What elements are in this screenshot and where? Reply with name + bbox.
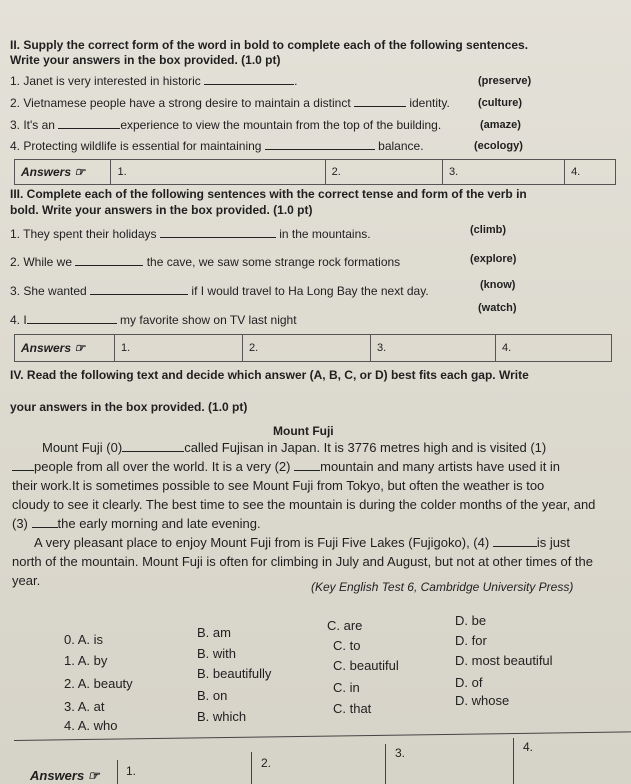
s3-q2: 2. While we the cave, we saw some strange rock formations bbox=[10, 255, 401, 269]
option-3-b: B. on bbox=[197, 688, 228, 703]
s2-q2-hint: (culture) bbox=[478, 97, 522, 109]
s2-q1-hint: (preserve) bbox=[478, 75, 532, 87]
s3-answer-box bbox=[14, 334, 612, 362]
option-0-a: 0. A. is bbox=[64, 632, 104, 647]
s4-cell-divider-2 bbox=[251, 752, 252, 784]
s3-q1-hint: (climb) bbox=[470, 224, 507, 236]
option-4-b: B. which bbox=[197, 709, 247, 724]
s4-answer-4[interactable]: 4. bbox=[523, 740, 534, 754]
s2-q4: 4. Protecting wildlife is essential for maintaining balance. bbox=[10, 139, 424, 153]
option-2-d: D. most beautiful bbox=[455, 653, 553, 668]
passage-title: Mount Fuji bbox=[273, 424, 334, 438]
option-4-a: 4. A. who bbox=[64, 718, 118, 733]
s4-answer-2[interactable]: 2. bbox=[261, 756, 272, 770]
s3-q1: 1. They spent their holidays in the mountains. bbox=[10, 227, 371, 241]
s2-answer-4[interactable]: 4. bbox=[571, 166, 581, 178]
option-4-c: C. that bbox=[333, 701, 372, 716]
option-1-c: C. to bbox=[333, 638, 361, 653]
s4-answer-3[interactable]: 3. bbox=[395, 746, 406, 760]
option-0-c: C. are bbox=[327, 618, 363, 633]
passage-source: (Key English Test 6, Cambridge University Press) bbox=[311, 580, 574, 594]
s2-answer-2[interactable]: 2. bbox=[326, 160, 443, 184]
passage-text: Mount Fuji (0) called Fujisan in Japan. It is 3776 metres high and is visited (1) people from all over the world. It is a very (2) mountain and many artists have used it in their work.It is sometimes possible to see Mount Fuji from Tokyo, but often the weather is too cloudy to see it clearly. The best time to see the mountain is during the colder months of the year, and (3) the early morning and late evening. A very pleasant place to enjoy Mount Fuji from is Fuji Five Lakes (Fujigoko), (4) is just north of the mountain. Mount Fuji is often for climbing in July and August, but not at other times of the year. bbox=[12, 440, 596, 588]
s2-answer-3[interactable]: 3. bbox=[443, 160, 565, 184]
s2-answer-1[interactable]: 1. bbox=[111, 160, 325, 184]
s3-q3-hint: (know) bbox=[480, 279, 516, 291]
option-1-a: 1. A. by bbox=[64, 653, 108, 668]
s3-answer-4[interactable]: 4. bbox=[502, 342, 512, 354]
s3-answers-label: Answers ☞ bbox=[15, 335, 115, 361]
section4-heading-line2: your answers in the box provided. (1.0 pt) bbox=[10, 400, 248, 414]
section2-heading-line1: II. Supply the correct form of the word in bold to complete each of the following sentences. bbox=[10, 38, 529, 52]
option-0-b: B. am bbox=[197, 625, 231, 640]
s2-q3-hint: (amaze) bbox=[480, 119, 521, 131]
option-4-d: D. whose bbox=[455, 693, 510, 708]
option-0-d: D. be bbox=[455, 613, 487, 628]
option-3-d: D. of bbox=[455, 675, 483, 690]
s4-answer-1[interactable]: 1. bbox=[126, 764, 137, 778]
s2-answer-box bbox=[14, 159, 616, 185]
option-3-a: 3. A. at bbox=[64, 699, 105, 714]
option-1-d: D. for bbox=[455, 633, 487, 648]
section3-heading-line2: bold. Write your answers in the box provided. (1.0 pt) bbox=[10, 203, 313, 217]
section2-heading-line2: Write your answers in the box provided. (1.0 pt) bbox=[10, 53, 281, 67]
section4-heading-line1: IV. Read the following text and decide which answer (A, B, C, or D) best fits each gap. Write bbox=[10, 368, 529, 382]
s4-answers-label: Answers ☞ bbox=[30, 768, 100, 783]
s2-q3: 3. It's an experience to view the mountain from the top of the building. bbox=[10, 118, 442, 132]
s3-q2-hint: (explore) bbox=[470, 253, 517, 265]
s3-q3: 3. She wanted if I would travel to Ha Long Bay the next day. bbox=[10, 284, 429, 298]
option-3-c: C. in bbox=[333, 680, 360, 695]
option-2-b: B. beautifully bbox=[197, 666, 272, 681]
option-2-a: 2. A. beauty bbox=[64, 676, 133, 691]
s3-q4-hint: (watch) bbox=[478, 302, 517, 314]
s4-cell-divider-4 bbox=[513, 738, 514, 784]
s2-q1: 1. Janet is very interested in historic . bbox=[10, 74, 298, 88]
s2-answers-label: Answers ☞ bbox=[15, 160, 111, 184]
s4-cell-divider-3 bbox=[385, 744, 386, 784]
s3-answer-3[interactable]: 3. bbox=[371, 335, 496, 361]
s2-q2: 2. Vietnamese people have a strong desire to maintain a distinct identity. bbox=[10, 96, 450, 110]
s3-q4: 4. I my favorite show on TV last night bbox=[10, 313, 297, 327]
s2-q4-hint: (ecology) bbox=[474, 140, 523, 152]
option-1-b: B. with bbox=[197, 646, 237, 661]
option-2-c: C. beautiful bbox=[333, 658, 399, 673]
section3-heading-line1: III. Complete each of the following sentences with the correct tense and form of the verb in bbox=[10, 187, 527, 201]
s3-answer-2[interactable]: 2. bbox=[243, 335, 371, 361]
s3-answer-1[interactable]: 1. bbox=[115, 335, 243, 361]
s4-cell-divider-1 bbox=[117, 760, 118, 784]
